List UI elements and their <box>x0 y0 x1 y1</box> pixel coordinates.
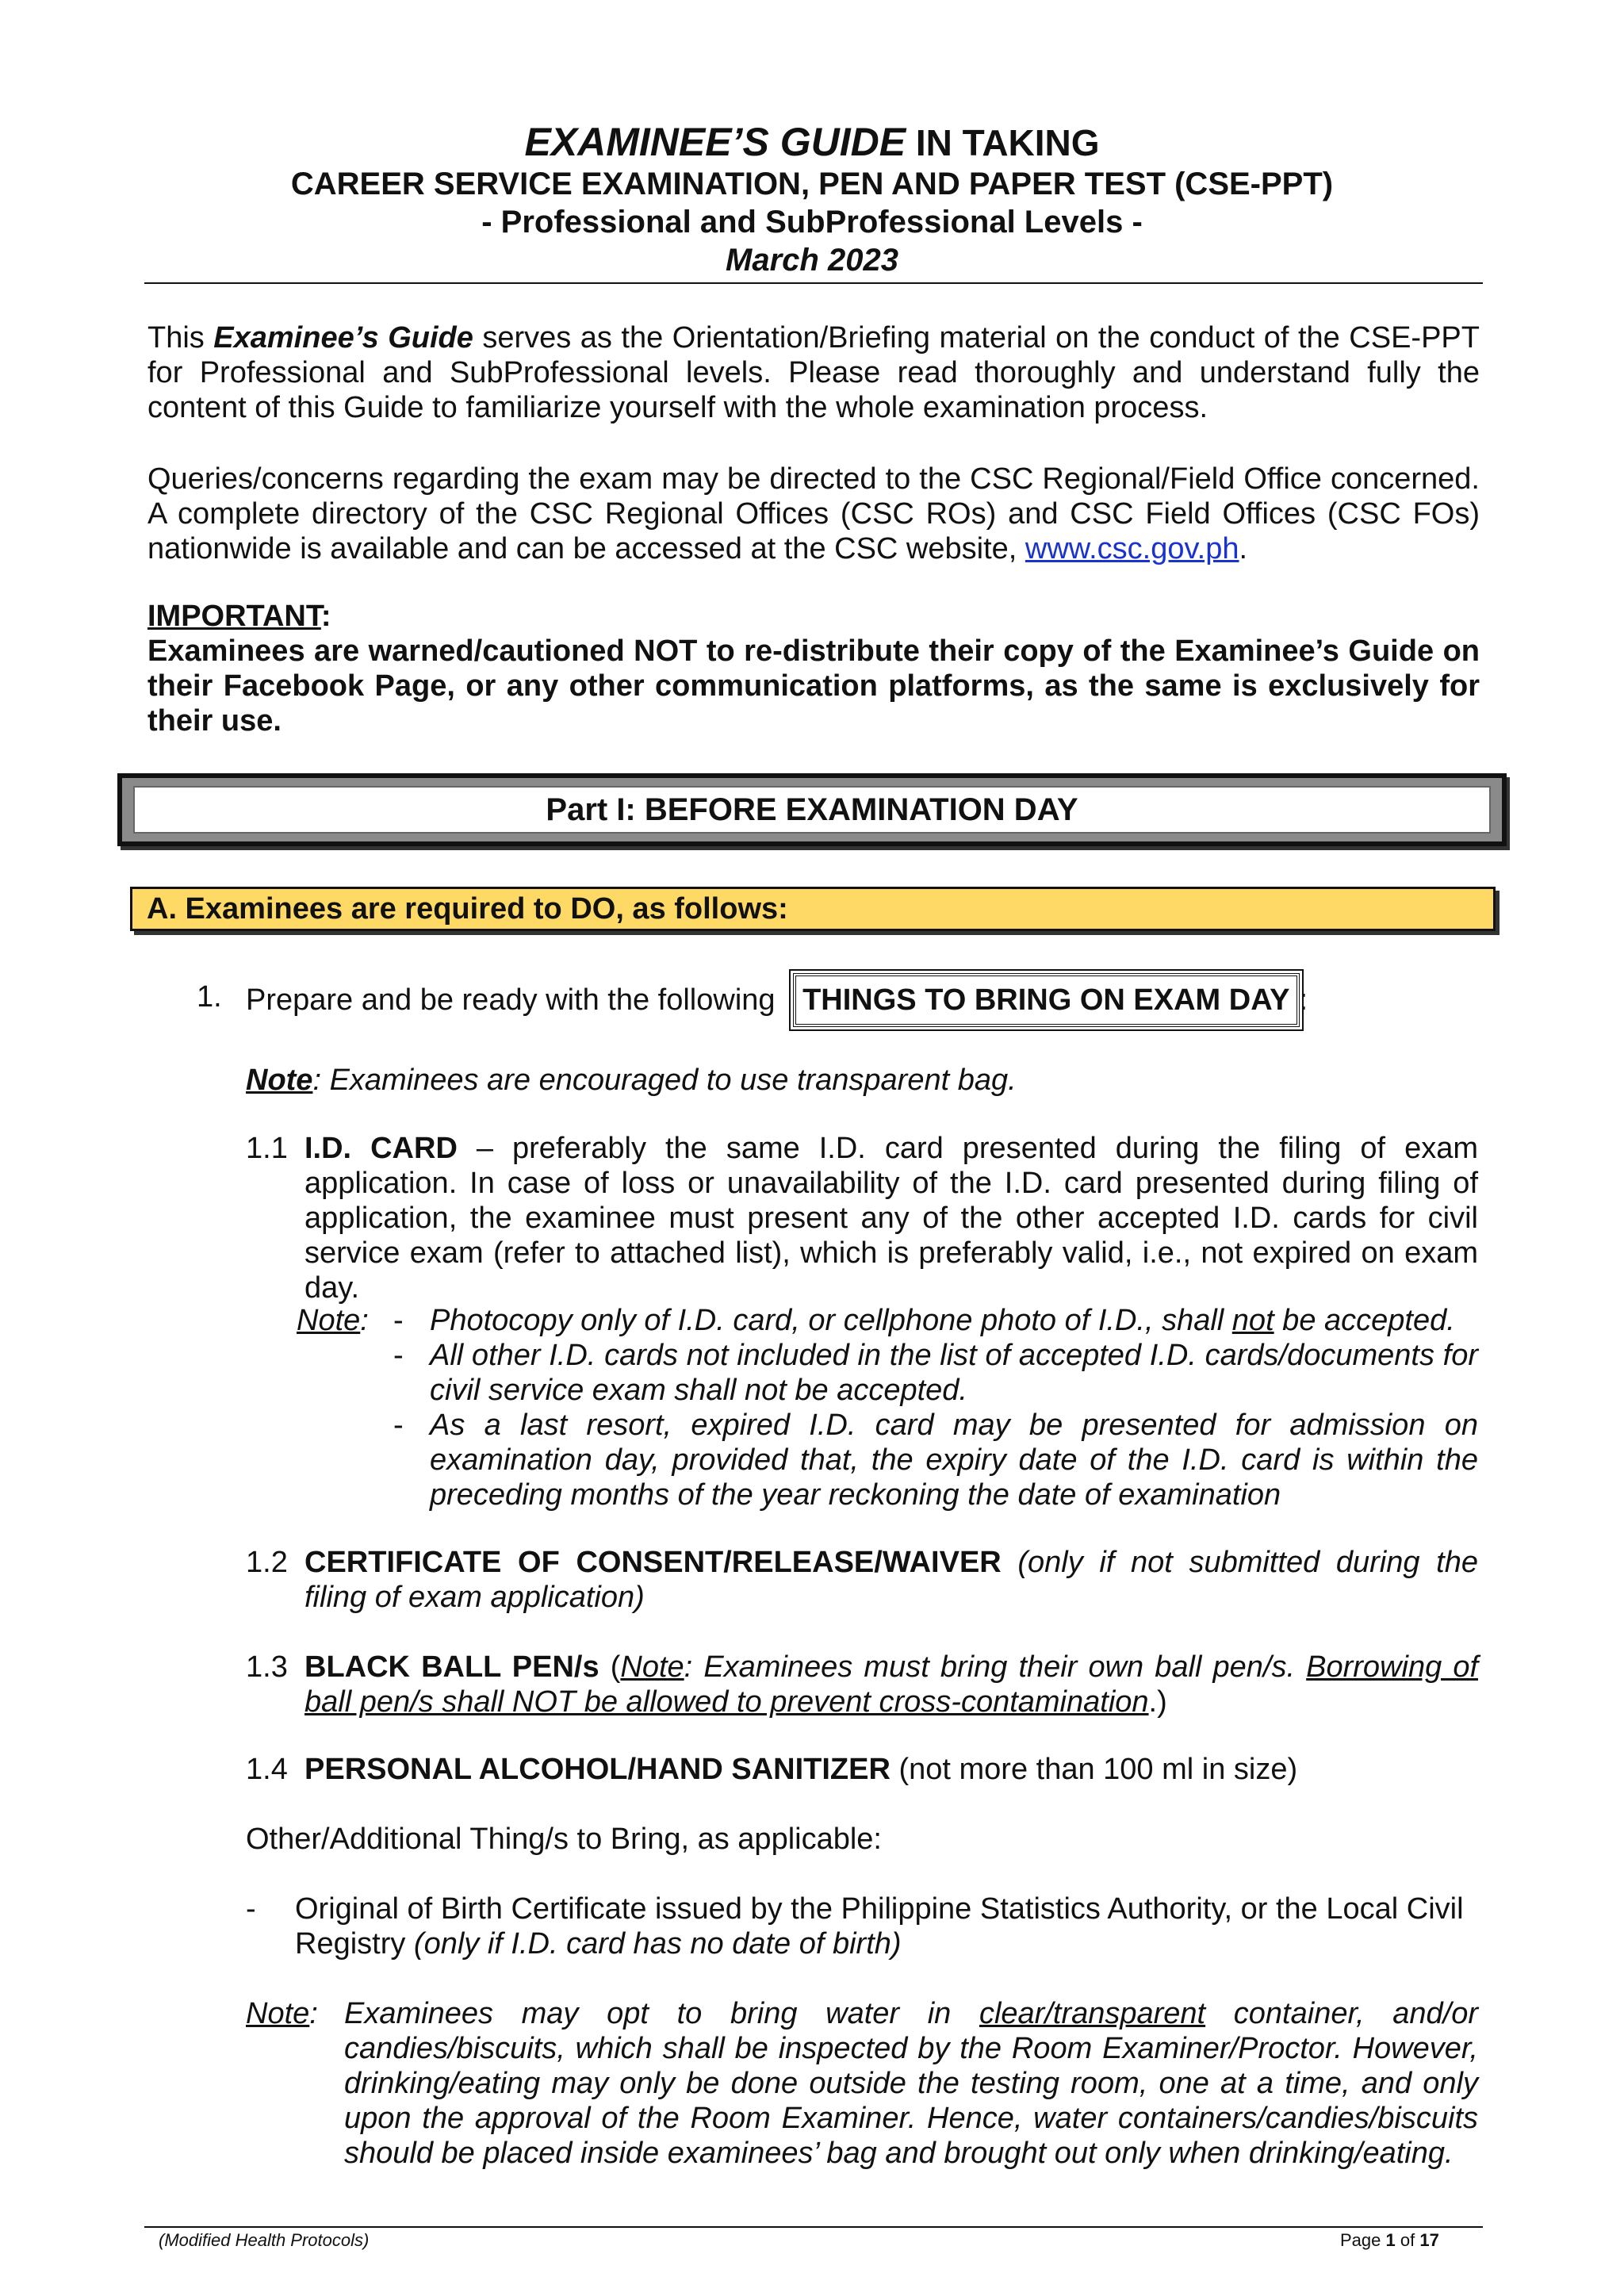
note-label: Note <box>246 1064 313 1097</box>
colon: : <box>309 1997 318 2030</box>
id-card-text: – preferably the same I.D. card presented during the filing of exam application. In case of loss or unavailability of the I.D. card presented during filing of application, the examinee must present any of the other accepted I.D. cards for civil service exam (refer to attached list), which is preferably valid, i.e., not expired on exam day. <box>304 1132 1478 1305</box>
important-label: IMPORTANT <box>147 600 321 633</box>
note-id-bullet-1 <box>430 1303 1478 1338</box>
intro-text: This <box>147 321 214 355</box>
part-heading-box <box>117 773 1507 846</box>
birth-cert-dash: - <box>246 1892 256 1926</box>
intro-paragraph-1 <box>147 320 1480 425</box>
note-text: : Examinees are encouraged to use transparent bag. <box>312 1064 1017 1097</box>
intro-text-rest: serves as the Orientation/Briefing material on the conduct of the CSE-PPT for Professional and SubProfessional levels. Please read thoroughly and understand fully the content of this Guide to familiarize yourself with the whole examination process. <box>147 321 1480 424</box>
item-1 <box>246 973 1356 1027</box>
ball-pen-warning: Borrowing of ball pen/s shall NOT be allowed to prevent cross-contamination <box>304 1650 1479 1719</box>
ball-pen-heading: BLACK BALL PEN/s <box>304 1650 599 1684</box>
note-id-bullet-3: As a last resort, expired I.D. card may be presented for admission on examination day, provided that, the expiry date of the I.D. card is within the preceding months of the year reckoning the date of examination <box>430 1409 1478 1512</box>
current-page: 1 <box>1385 2230 1396 2250</box>
note-transparent-bag <box>246 1063 1483 1098</box>
item-1-number: 1. <box>197 980 222 1014</box>
water-text-rest: container, and/or candies/biscuits, which shall be inspected by the Room Examiner/Proctor. However, drinking/eating may only be done outside the testing room, one at a time, and only upon the approval of the Room Examiner. Hence, water containers/candies/biscuits should be placed inside examinees’ bag and brought out only when drinking/eating. <box>344 1997 1478 2170</box>
open-paren: ( <box>599 1650 621 1684</box>
subtitle-exam: CAREER SERVICE EXAMINATION, PEN AND PAPER TEST (CSE-PPT) <box>290 167 1334 201</box>
page-number <box>1340 2230 1439 2251</box>
item-1-4 <box>304 1752 1478 1787</box>
note-id-label-line <box>297 1303 369 1338</box>
consent-text: (only if not submitted during the filing of exam application) <box>304 1546 1478 1614</box>
note-label: Note <box>620 1650 684 1684</box>
item-1-text: Prepare and be ready with the following <box>246 983 776 1017</box>
ball-pen-note: : Examinees must bring their own ball pen/s. <box>684 1650 1307 1684</box>
sanitizer-text: (not more than 100 ml in size) <box>890 1753 1298 1786</box>
title-rest: IN TAKING <box>906 122 1100 163</box>
bullet-not: not <box>1231 1304 1274 1337</box>
item-1-2-number: 1.2 <box>246 1546 288 1579</box>
intro-paragraph-2 <box>147 462 1480 566</box>
important-label-line <box>147 599 1480 634</box>
page-label: Page <box>1340 2230 1386 2250</box>
note-dash-3: - <box>393 1409 404 1442</box>
note-label: Note <box>297 1304 361 1337</box>
note-dash-2: - <box>393 1339 404 1372</box>
consent-heading: CERTIFICATE OF CONSENT/RELEASE/WAIVER <box>304 1546 1002 1579</box>
other-things-heading: Other/Additional Thing/s to Bring, as applicable: <box>246 1823 882 1856</box>
colon: : <box>320 600 331 633</box>
note-dash-1: - <box>393 1304 404 1337</box>
section-a-heading: A. Examinees are required to DO, as follows: <box>130 887 1496 931</box>
birth-cert-text: Original of Birth Certificate issued by the Philippine Statistics Authority, or the Local Civil Registry <box>295 1892 1464 1961</box>
header-divider <box>144 282 1483 284</box>
note-water-text <box>344 1996 1478 2171</box>
id-card-heading: I.D. CARD <box>304 1132 458 1165</box>
title-emphasis: EXAMINEE’S GUIDE <box>524 120 906 164</box>
note-id-bullet-2: All other I.D. cards not included in the list of accepted I.D. cards/documents for civil service exam shall not be accepted. <box>430 1339 1478 1407</box>
note-label: Note <box>246 1997 310 2030</box>
note-water-label-line <box>246 1996 318 2031</box>
sanitizer-heading: PERSONAL ALCOHOL/HAND SANITIZER <box>304 1753 891 1786</box>
birth-certificate-item <box>295 1892 1478 1961</box>
item-1-1-number: 1.1 <box>246 1132 288 1165</box>
water-clear: clear/transparent <box>979 1997 1206 2030</box>
guide-name: Examinee’s Guide <box>213 321 473 355</box>
subtitle-date: March 2023 <box>726 243 898 278</box>
item-1-4-number: 1.4 <box>246 1753 288 1786</box>
things-to-bring-box: THINGS TO BRING ON EXAM DAY <box>793 973 1299 1027</box>
of-label: of <box>1395 2230 1420 2250</box>
item-1-2 <box>304 1545 1478 1615</box>
item-1-3 <box>304 1650 1478 1719</box>
footer-divider <box>144 2226 1483 2228</box>
footer-left: (Modified Health Protocols) <box>159 2230 370 2250</box>
item-1-3-number: 1.3 <box>246 1650 288 1684</box>
bullet-text-end: be accepted. <box>1274 1304 1455 1337</box>
part-title: Part I: BEFORE EXAMINATION DAY <box>133 786 1491 834</box>
close-paren: .) <box>1148 1685 1167 1719</box>
birth-cert-condition: (only if I.D. card has no date of birth) <box>413 1927 902 1961</box>
water-text: Examinees may opt to bring water in <box>344 1997 979 2030</box>
item-1-1 <box>304 1131 1478 1305</box>
colon: : <box>1299 983 1308 1017</box>
queries-text: Queries/concerns regarding the exam may be directed to the CSC Regional/Field Office concerned. A complete directory of the CSC Regional Offices (CSC ROs) and CSC Field Offices (CSC FOs) nationwide is available and can be accessed at the CSC website, <box>147 462 1480 565</box>
colon: : <box>360 1304 369 1337</box>
important-warning: Examinees are warned/cautioned NOT to re-distribute their copy of the Examinee’s Guide on their Facebook Page, or any other communication platforms, as the same is exclusively for their use. <box>147 634 1480 738</box>
period: . <box>1239 532 1248 565</box>
total-pages: 17 <box>1419 2230 1439 2250</box>
document-title <box>0 119 1624 165</box>
subtitle-levels: - Professional and SubProfessional Levels - <box>481 205 1143 240</box>
bullet-text: Photocopy only of I.D. card, or cellphone photo of I.D., shall <box>430 1304 1232 1337</box>
csc-website-link[interactable]: www.csc.gov.ph <box>1025 532 1239 565</box>
